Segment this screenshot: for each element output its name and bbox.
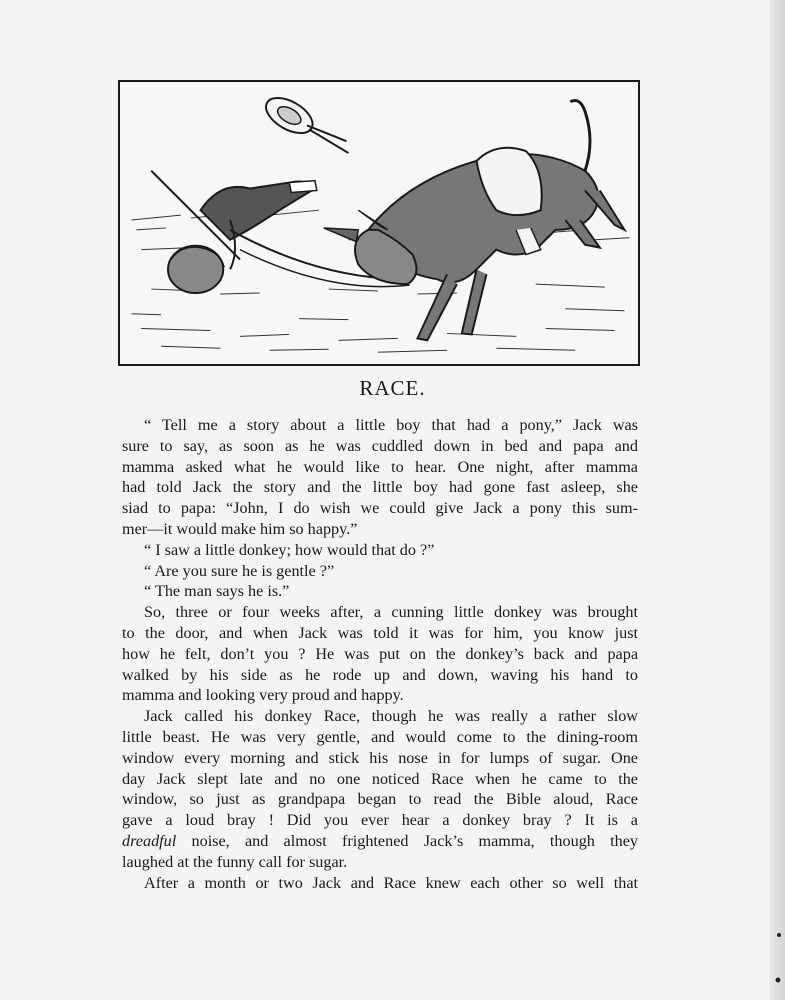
text-line: little beast. He was very gentle, and would come to the dining-room xyxy=(122,727,638,746)
page-edge-shadow xyxy=(769,0,785,1000)
story-text xyxy=(122,415,638,893)
text-line: So, three or four weeks after, a cunning little donkey was brought xyxy=(144,603,638,622)
text-line: siad to papa: “John, I do wish we could give Jack a pony this sum- xyxy=(122,499,638,518)
text-line: mer—it would make him so happy.” xyxy=(122,519,358,538)
text-line: window, so just as grandpapa began to read the Bible aloud, Race xyxy=(122,790,638,809)
page-title: RACE. xyxy=(359,376,426,400)
illustration-frame xyxy=(118,80,640,366)
text-line: “ Tell me a story about a little boy that had a pony,” Jack was xyxy=(144,416,638,434)
text-line: mamma asked what he would like to hear. One night, after mamma xyxy=(122,457,638,476)
text-line: to the door, and when Jack was told it was for him, you know just xyxy=(122,623,638,642)
page-speck-marks xyxy=(773,930,783,990)
text-line: dreadful noise, and almost frightened Jack’s mamma, though they xyxy=(122,831,638,850)
flying-hat xyxy=(260,91,348,153)
text-line: how he felt, don’t you ? He was put on the donkey’s back and papa xyxy=(122,644,638,663)
text-line: “ Are you sure he is gentle ?” xyxy=(144,561,335,580)
text-line: After a month or two Jack and Race knew each other so well that xyxy=(144,873,638,892)
text-line: gave a loud bray ! Did you ever hear a donkey bray ? It is a xyxy=(122,811,638,830)
text-line: “ I saw a little donkey; how would that do ?” xyxy=(144,540,435,559)
boy-thrown-by-donkey-illustration xyxy=(120,82,638,364)
donkey-figure xyxy=(324,100,625,340)
text-line: mamma and looking very proud and happy. xyxy=(122,686,404,705)
text-line: had told Jack the story and the little boy had gone fast asleep, she xyxy=(122,478,638,497)
text-line: laughed at the funny call for sugar. xyxy=(122,852,348,871)
text-line: walked by his side as he rode up and down, waving his hand to xyxy=(122,665,638,684)
text-line: Jack called his donkey Race, though he was really a rather slow xyxy=(144,707,638,726)
text-line: “ The man says he is.” xyxy=(144,582,290,601)
text-line: sure to say, as soon as he was cuddled down in bed and papa and xyxy=(122,436,638,455)
text-line: window every morning and stick his nose in for lumps of sugar. One xyxy=(122,748,638,767)
text-line: day Jack slept late and no one noticed Race when he came to the xyxy=(122,769,638,788)
